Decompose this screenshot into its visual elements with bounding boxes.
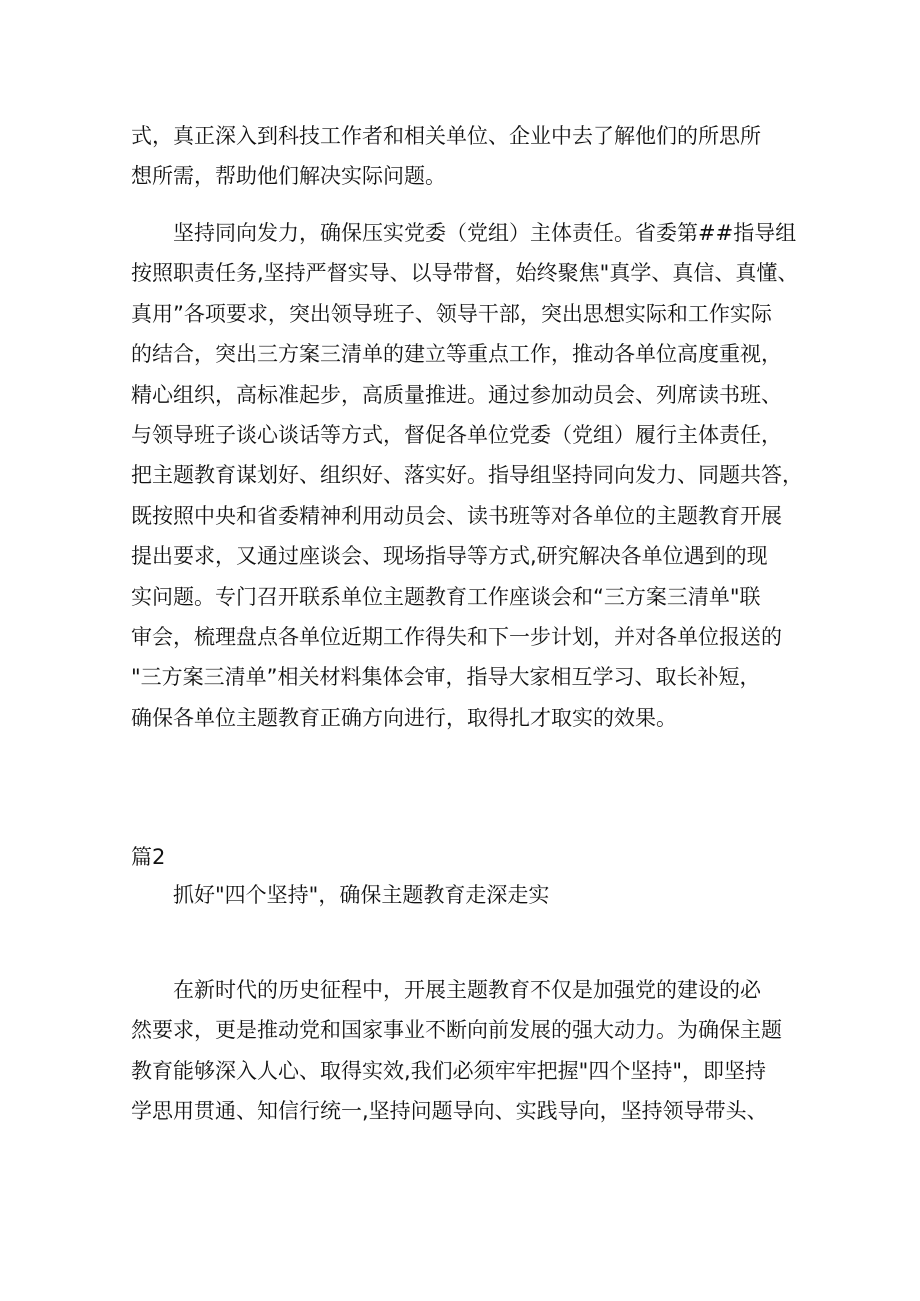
text-line: 在新时代的历史征程中，开展主题教育不仅是加强党的建设的必 (131, 978, 761, 1002)
section-label: 篇2 (131, 845, 166, 869)
text-line: 把主题教育谋划好、组织好、落实好。指导组坚持同向发力、同题共答， (131, 463, 803, 488)
text-line: 学思用贯通、知信行统一,坚持问题导向、实践导向，坚持领导带头、 (131, 1099, 768, 1124)
text-line: 坚持同向发力，确保压实党委（党组）主体责任。省委第##指导组 (131, 221, 797, 245)
paragraph-intro (131, 970, 821, 1132)
text-line: 的结合，突出三方案三清单的建立等重点工作，推动各单位高度重视， (131, 342, 782, 367)
text-line: "三方案三清单”相关材料集体会审，指导大家相互学习、取长补短， (131, 665, 761, 690)
text-line: 然要求，更是推动党和国家事业不断向前发展的强大动力。为确保主题 (131, 1018, 782, 1043)
text-line: 式，真正深入到科技工作者和相关单位、企业中去了解他们的所思所 (131, 124, 761, 148)
text-line: 审会，梳理盘点各单位近期工作得失和下一步计划，并对各单位报送的 (131, 624, 782, 649)
text-line: 精心组织，高标准起步，高质量推进。通过参加动员会、列席读书班、 (131, 382, 782, 407)
text-line: 教育能够深入人心、取得实效,我们必须牢牢把握"四个坚持"，即坚持 (131, 1058, 766, 1083)
text-line: 按照职责任务,坚持严督实导、以导带督，始终聚焦"真学、真信、真懂、 (131, 261, 799, 286)
section-subtitle: 抓好"四个坚持"，确保主题教育走深走实 (173, 883, 550, 907)
text-line: 既按照中央和省委精神利用动员会、读书班等对各单位的主题教育开展 (131, 503, 782, 528)
text-line: 实问题。专门召开联系单位主题教育工作座谈会和“三方案三清单"联 (131, 584, 761, 609)
paragraph-continued (131, 116, 821, 197)
text-line: 想所需，帮助他们解决实际问题。 (131, 164, 446, 189)
text-line: 与领导班子谈心谈话等方式，督促各单位党委（党组）履行主体责任， (131, 422, 782, 447)
paragraph-main (131, 213, 821, 738)
text-line: 真用”各项要求，突出领导班子、领导干部，突出思想实际和工作实际 (131, 301, 772, 326)
text-line: 提出要求，又通过座谈会、现场指导等方式,研究解决各单位遇到的现 (131, 544, 768, 569)
text-line: 确保各单位主题教育正确方向进行，取得扎才取实的效果。 (131, 705, 677, 730)
